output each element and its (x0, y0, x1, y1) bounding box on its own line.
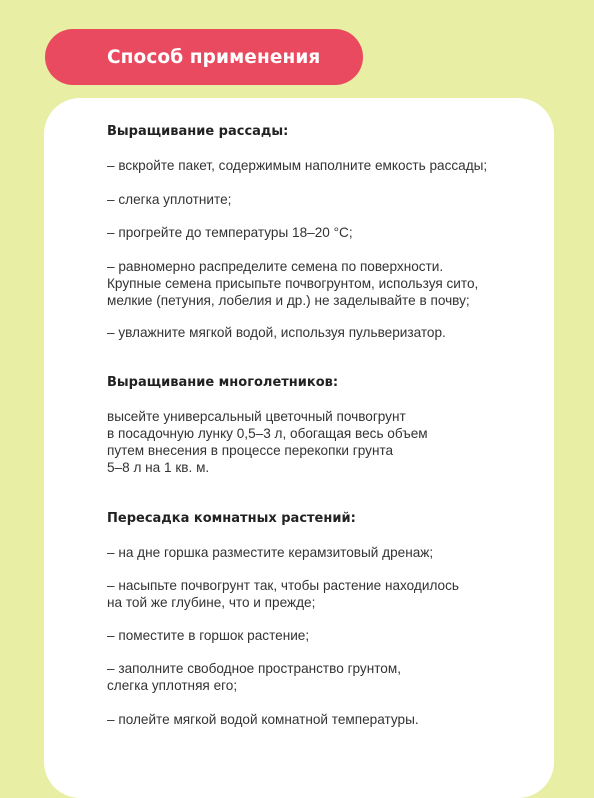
seedlings-step-2 (107, 191, 231, 208)
text-line: слегка уплотняя его; (107, 678, 238, 693)
text-line: на той же глубине, что и прежде; (107, 595, 316, 610)
text-line: – на дне горшка разместите керамзитовый дренаж; (107, 545, 434, 560)
section-title-perennials: Выращивание многолетников: (107, 375, 339, 390)
houseplants-step-2 (107, 577, 459, 611)
text-line: 5–8 л на 1 кв. м. (107, 460, 210, 475)
header-pill (45, 29, 363, 85)
seedlings-step-5 (107, 324, 446, 341)
text-line: в посадочную лунку 0,5–3 л, обогащая весь объем (107, 426, 428, 441)
text-line: – полейте мягкой водой комнатной температуры. (107, 712, 419, 727)
text-line: – слегка уплотните; (107, 192, 232, 207)
text-line: – увлажните мягкой водой, используя пульверизатор. (107, 325, 446, 340)
houseplants-step-3 (107, 627, 309, 644)
seedlings-step-1 (107, 157, 487, 174)
text-line: путем внесения в процессе перекопки грунта (107, 443, 394, 458)
text-line: мелкие (петуния, лобелия и др.) не заделывайте в почву; (107, 293, 470, 308)
houseplants-step-5 (107, 711, 419, 728)
text-line: – насыпьте почвогрунт так, чтобы растение находилось (107, 578, 459, 593)
seedlings-step-4 (107, 258, 478, 309)
section-title-houseplants: Пересадка комнатных растений: (107, 511, 356, 526)
text-line: – поместите в горшок растение; (107, 628, 310, 643)
text-line: Крупные семена присыпьте почвогрунтом, используя сито, (107, 276, 479, 291)
text-line: – прогрейте до температуры 18–20 °С; (107, 225, 353, 240)
page-title: Способ применения (107, 46, 321, 68)
section-title-seedlings: Выращивание рассады: (107, 124, 289, 139)
houseplants-step-4 (107, 660, 401, 694)
text-line: – вскройте пакет, содержимым наполните емкость рассады; (107, 158, 488, 173)
perennials-text (107, 408, 428, 476)
text-line: высейте универсальный цветочный почвогрунт (107, 409, 406, 424)
houseplants-step-1 (107, 544, 433, 561)
seedlings-step-3 (107, 224, 353, 241)
text-line: – заполните свободное пространство грунтом, (107, 661, 401, 676)
text-line: – равномерно распределите семена по поверхности. (107, 259, 444, 274)
